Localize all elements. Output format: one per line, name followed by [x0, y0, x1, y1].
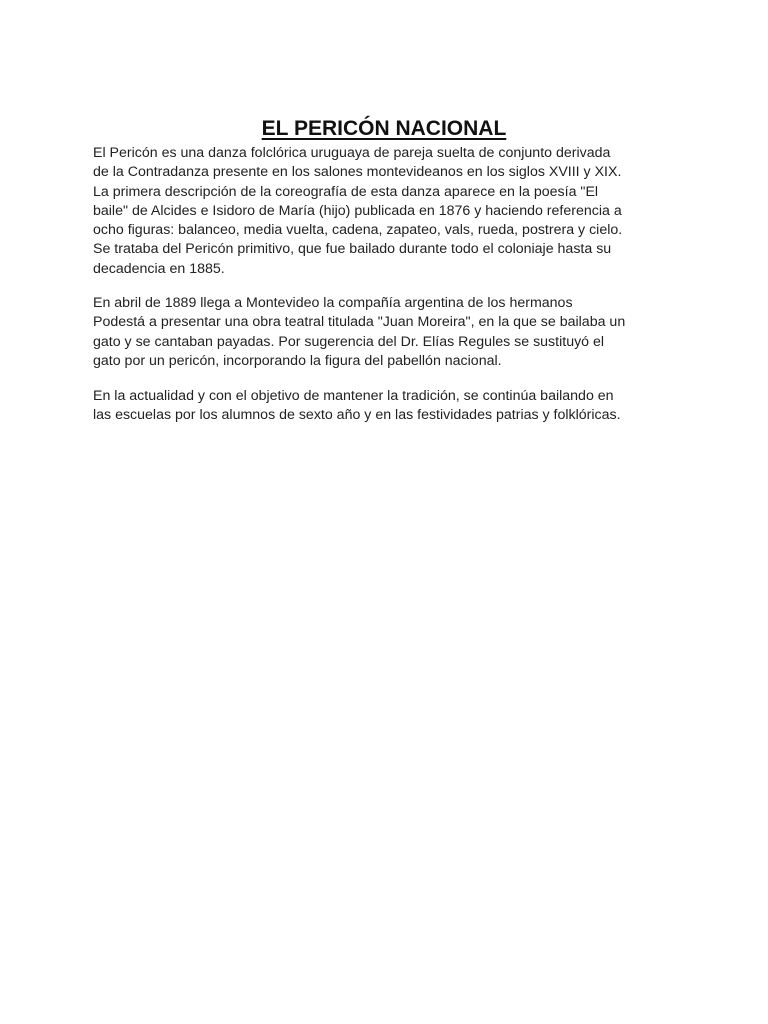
paragraph-line: las escuelas por los alumnos de sexto año y en las festividades patrias y folklóricas.	[93, 407, 621, 424]
paragraph-line: La primera descripción de la coreografía de esta danza aparece en la poesía "El	[93, 183, 599, 200]
paragraph-line: baile" de Alcides e Isidoro de María (hijo) publicada en 1876 y haciendo referencia a	[93, 202, 622, 219]
document-title: EL PERICÓN NACIONAL	[261, 117, 507, 141]
paragraph-line: de la Contradanza presente en los salones montevideanos en los siglos XVIII y XIX.	[93, 164, 622, 181]
paragraph-line: gato y se cantaban payadas. Por sugerencia del Dr. Elías Regules se sustituyó el	[93, 333, 605, 350]
paragraph-3	[93, 387, 683, 426]
paragraph-line: En la actualidad y con el objetivo de mantener la tradición, se continúa bailando en	[93, 388, 614, 404]
paragraph-line: ocho figuras: balanceo, media vuelta, cadena, zapateo, vals, rueda, postrera y cielo.	[93, 222, 623, 239]
paragraph-1	[93, 144, 683, 279]
paragraph-line: decadencia en 1885.	[93, 260, 225, 277]
paragraph-line: gato por un pericón, incorporando la figura del pabellón nacional.	[93, 352, 502, 369]
paragraph-line: Se trataba del Pericón primitivo, que fue bailado durante todo el coloniaje hasta su	[93, 241, 612, 258]
paragraph-line: Podestá a presentar una obra teatral titulada "Juan Moreira", en la que se bailaba un	[93, 314, 626, 331]
paragraph-line: En abril de 1889 llega a Montevideo la compañía argentina de los hermanos	[93, 295, 573, 311]
paragraph-2	[93, 294, 683, 371]
paragraph-line: El Pericón es una danza folclórica uruguaya de pareja suelta de conjunto derivada	[93, 145, 611, 161]
